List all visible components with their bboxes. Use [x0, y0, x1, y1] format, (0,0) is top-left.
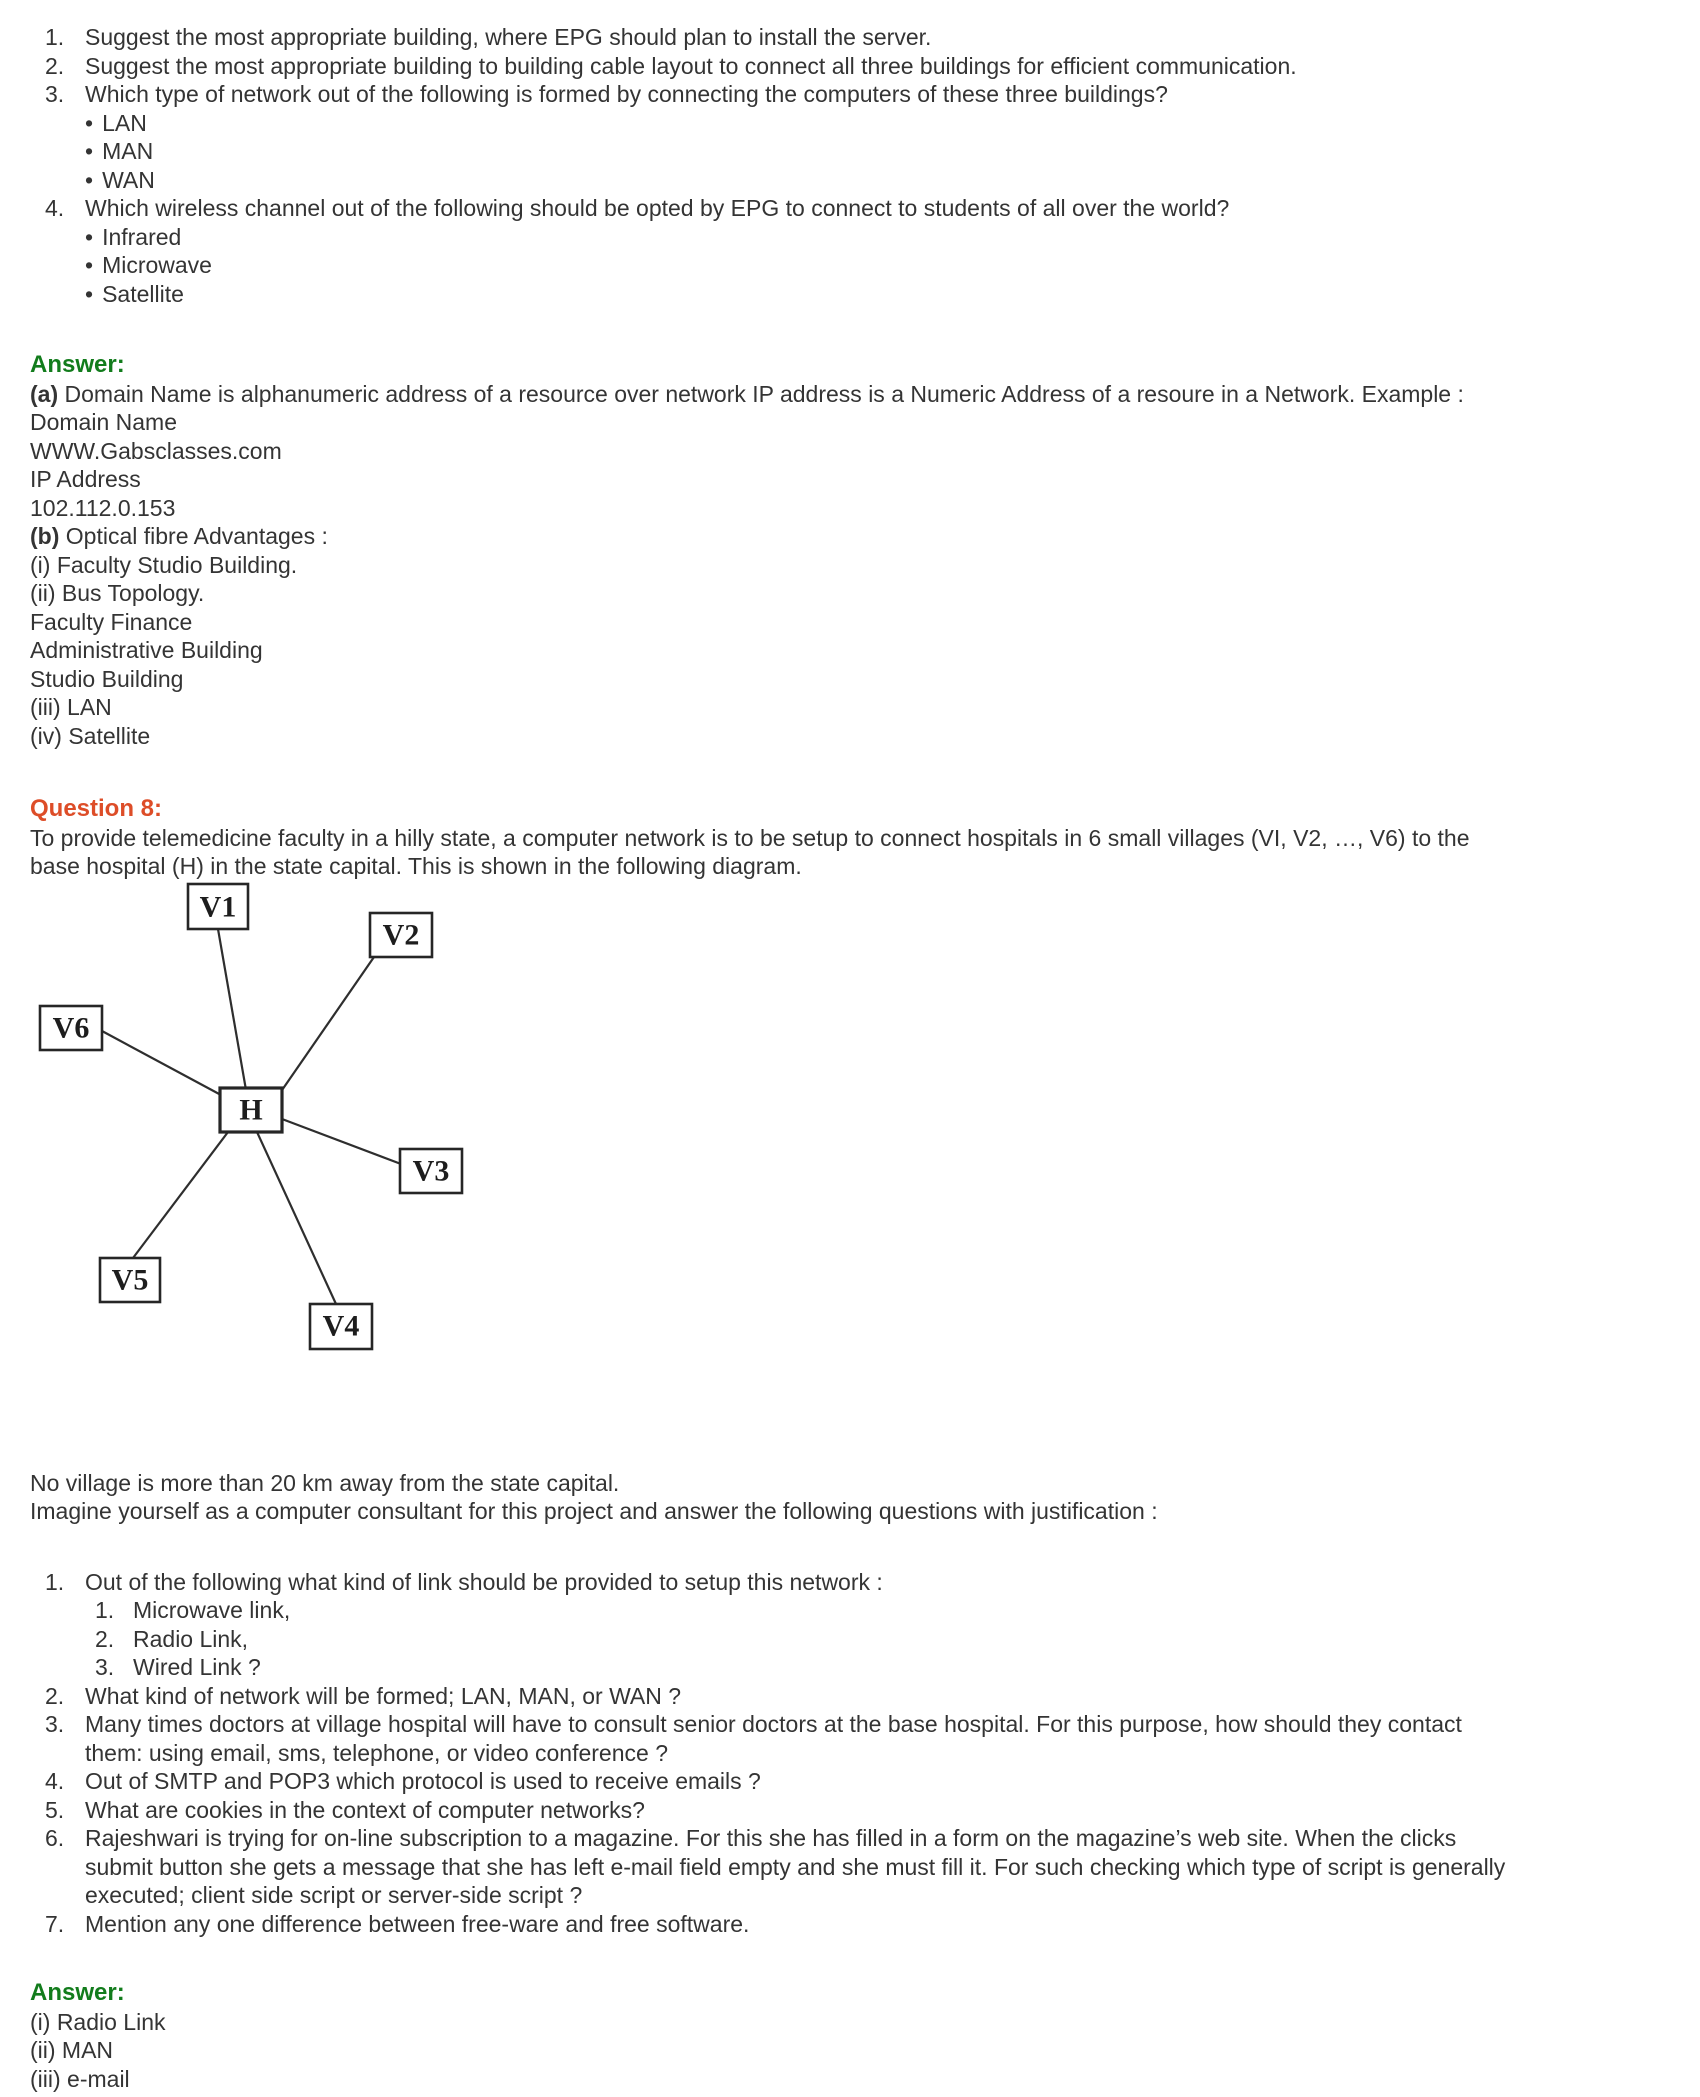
list-item-number: 7.	[45, 1910, 65, 1937]
list-item-text: Many times doctors at village hospital will have to consult senior doctors at the base hospital. For this purpose, how should they contact	[85, 1711, 1462, 1737]
bullet-text: WAN	[102, 166, 155, 193]
list-item	[0, 1568, 1700, 1597]
list-item	[0, 80, 1700, 109]
bullet-icon: •	[85, 223, 94, 250]
list-item-text: Suggest the most appropriate building to building cable layout to connect all three buildings for efficient communication.	[85, 52, 1297, 79]
bullet-icon: •	[85, 252, 94, 278]
bottom-question-list	[0, 1568, 1700, 1939]
list-item-text: Wired Link ?	[133, 1654, 261, 1680]
sub-list-item	[0, 1596, 1700, 1625]
bullet-icon: •	[85, 138, 94, 164]
list-item-text: What are cookies in the context of computer networks?	[85, 1796, 645, 1823]
bullet-text: Satellite	[102, 280, 184, 307]
list-item	[0, 1710, 1700, 1739]
edge-H-V3	[282, 1119, 401, 1164]
node-label-V6: V6	[52, 1011, 90, 1044]
bullet-option	[85, 223, 1700, 252]
list-item	[0, 52, 1700, 81]
list-item-text: Microwave link,	[133, 1597, 291, 1623]
answer-line: Faculty Finance	[30, 608, 193, 635]
node-label-V1: V1	[199, 890, 237, 923]
network-diagram	[0, 881, 520, 1351]
list-item-text: Out of the following what kind of link should be provided to setup this network :	[85, 1568, 883, 1595]
list-item-text: Rajeshwari is trying for on-line subscription to a magazine. For this she has filled in a form on the magazine’s web site. When the clicks	[85, 1825, 1457, 1851]
list-item-number: 5.	[45, 1796, 65, 1823]
paragraph-line: No village is more than 20 km away from the state capital.	[30, 1469, 620, 1496]
top-question-list	[0, 23, 1700, 308]
star-topology-figure	[0, 881, 520, 1351]
question-text-line: base hospital (H) in the state capital. This is shown in the following diagram.	[30, 853, 802, 879]
answer-line: Domain Name	[30, 409, 177, 435]
answer-line: Studio Building	[30, 665, 184, 692]
answer-line: (iii) LAN	[30, 694, 112, 720]
list-item	[0, 23, 1700, 52]
list-item-text: Which wireless channel out of the following should be opted by EPG to connect to students of all over the world?	[85, 195, 1230, 221]
list-item-number: 6.	[45, 1825, 65, 1851]
bullet-option	[85, 137, 1700, 166]
sub-list-item	[0, 1653, 1700, 1682]
list-item	[0, 1767, 1700, 1796]
answer-line: WWW.Gabsclasses.com	[30, 437, 282, 464]
list-item-number: 2.	[45, 1682, 65, 1709]
edge-H-V6	[102, 1031, 221, 1095]
paragraph-line: Imagine yourself as a computer consultant for this project and answer the following questions with justification :	[30, 1498, 1158, 1524]
list-item-continuation: executed; client side script or server-side script ?	[85, 1882, 583, 1908]
edge-H-V4	[257, 1132, 336, 1304]
question-heading: Question 8:	[30, 795, 163, 822]
list-item	[0, 1682, 1700, 1711]
post-diagram-text	[0, 1469, 1700, 1526]
edge-H-V1	[218, 929, 246, 1090]
list-item-number: 2.	[45, 52, 65, 79]
bullet-option	[85, 109, 1700, 138]
list-item-continuation: them: using email, sms, telephone, or video conference ?	[85, 1739, 668, 1766]
answer-line: Administrative Building	[30, 637, 263, 663]
list-item	[0, 194, 1700, 223]
bullet-text: LAN	[102, 109, 147, 136]
list-item-text: Out of SMTP and POP3 which protocol is used to receive emails ?	[85, 1768, 761, 1794]
answer-line: (i) Radio Link	[30, 2008, 166, 2035]
list-item-number: 1.	[45, 24, 65, 50]
answer-line: (a) Domain Name is alphanumeric address of a resource over network IP address is a Numeric Address of a resoure in a Network. Example :	[30, 380, 1464, 407]
list-item-number: 4.	[45, 195, 65, 221]
list-item-number: 4.	[45, 1768, 65, 1794]
bullet-text: Infrared	[102, 223, 182, 250]
answer-line: 102.112.0.153	[30, 494, 176, 521]
answer-line: (ii) Bus Topology.	[30, 580, 205, 606]
answer-heading: Answer:	[30, 1979, 125, 2006]
list-item-number: 1.	[45, 1568, 65, 1595]
edge-H-V5	[133, 1132, 228, 1258]
list-item-number: 2.	[95, 1625, 115, 1652]
bullet-option	[85, 280, 1700, 309]
question8-block	[0, 795, 1700, 881]
sub-list-item	[0, 1625, 1700, 1654]
list-item-number: 1.	[95, 1597, 115, 1623]
bullet-icon: •	[85, 109, 94, 136]
list-item-text: Which type of network out of the following is formed by connecting the computers of these three buildings?	[85, 81, 1168, 107]
list-item-text: Mention any one difference between free-ware and free software.	[85, 1910, 750, 1937]
answer-line: (i) Faculty Studio Building.	[30, 551, 298, 578]
answer-line: (b) Optical fibre Advantages :	[30, 523, 328, 549]
node-label-H: H	[239, 1093, 263, 1126]
answer-line: (iv) Satellite	[30, 722, 151, 749]
bullet-text: MAN	[102, 138, 154, 164]
list-item	[0, 1796, 1700, 1825]
question-text-line: To provide telemedicine faculty in a hilly state, a computer network is to be setup to connect hospitals in 6 small villages (VI, V2, …, V6) to the	[30, 824, 1470, 851]
edge-H-V2	[280, 957, 374, 1093]
bullet-icon: •	[85, 166, 94, 193]
list-item-continuation: submit button she gets a message that she has left e-mail field empty and she must fill it. For such checking which type of script is generally	[85, 1853, 1506, 1880]
list-item-text: What kind of network will be formed; LAN, MAN, or WAN ?	[85, 1682, 682, 1709]
answer-block-1	[0, 351, 1700, 750]
list-item-text: Radio Link,	[133, 1625, 249, 1652]
node-label-V4: V4	[322, 1309, 360, 1342]
node-label-V2: V2	[382, 918, 420, 951]
node-label-V3: V3	[412, 1154, 450, 1187]
bullet-icon: •	[85, 280, 94, 307]
answer-line: (ii) MAN	[30, 2037, 114, 2063]
list-item-text: Suggest the most appropriate building, where EPG should plan to install the server.	[85, 24, 932, 50]
list-item-number: 3.	[45, 1711, 65, 1737]
bullet-option	[85, 166, 1700, 195]
answer-block-2	[0, 1979, 1700, 2093]
list-item	[0, 1824, 1700, 1853]
answer-line: IP Address	[30, 466, 141, 492]
list-item-number: 3.	[45, 81, 65, 107]
answer-line: (iii) e-mail	[30, 2065, 130, 2092]
list-item-number: 3.	[95, 1654, 115, 1680]
bullet-text: Microwave	[102, 252, 212, 278]
answer-heading: Answer:	[30, 351, 125, 378]
node-label-V5: V5	[111, 1263, 149, 1296]
list-item	[0, 1910, 1700, 1939]
bullet-option	[85, 251, 1700, 280]
